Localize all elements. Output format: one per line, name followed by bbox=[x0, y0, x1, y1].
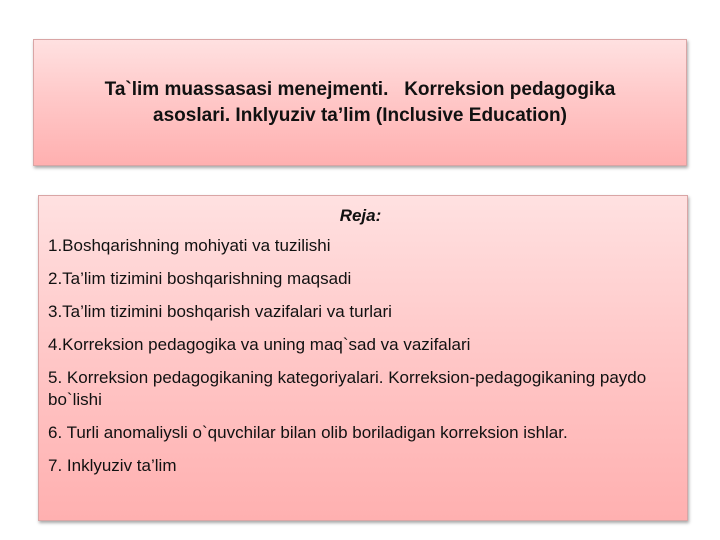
plan-item-2: 2.Ta’lim tizimini boshqarishning maqsadi bbox=[48, 269, 352, 288]
plan-item-4: 4.Korreksion pedagogika va uning maq`sad va vazifalari bbox=[48, 335, 471, 354]
plan-item-5: 5. Korreksion pedagogikaning kategoriyalari. Korreksion-pedagogikaning paydo bo`lishi bbox=[48, 368, 647, 409]
plan-item-7: 7. Inklyuziv ta’lim bbox=[48, 456, 177, 475]
plan-item-3: 3.Ta’lim tizimini boshqarish vazifalari va turlari bbox=[48, 302, 392, 321]
plan-box bbox=[38, 195, 688, 521]
plan-list bbox=[48, 235, 673, 477]
plan-item-1: 1.Boshqarishning mohiyati va tuzilishi bbox=[48, 236, 331, 255]
slide-title: Ta`lim muassasasi menejmenti. Korreksion pedagogika asoslari. Inklyuziv ta’lim (Inclusive Education) bbox=[104, 78, 621, 126]
title-box bbox=[33, 39, 687, 166]
plan-heading: Reja: bbox=[339, 206, 382, 225]
plan-item-6: 6. Turli anomaliysli o`quvchilar bilan olib boriladigan korreksion ishlar. bbox=[48, 423, 568, 442]
